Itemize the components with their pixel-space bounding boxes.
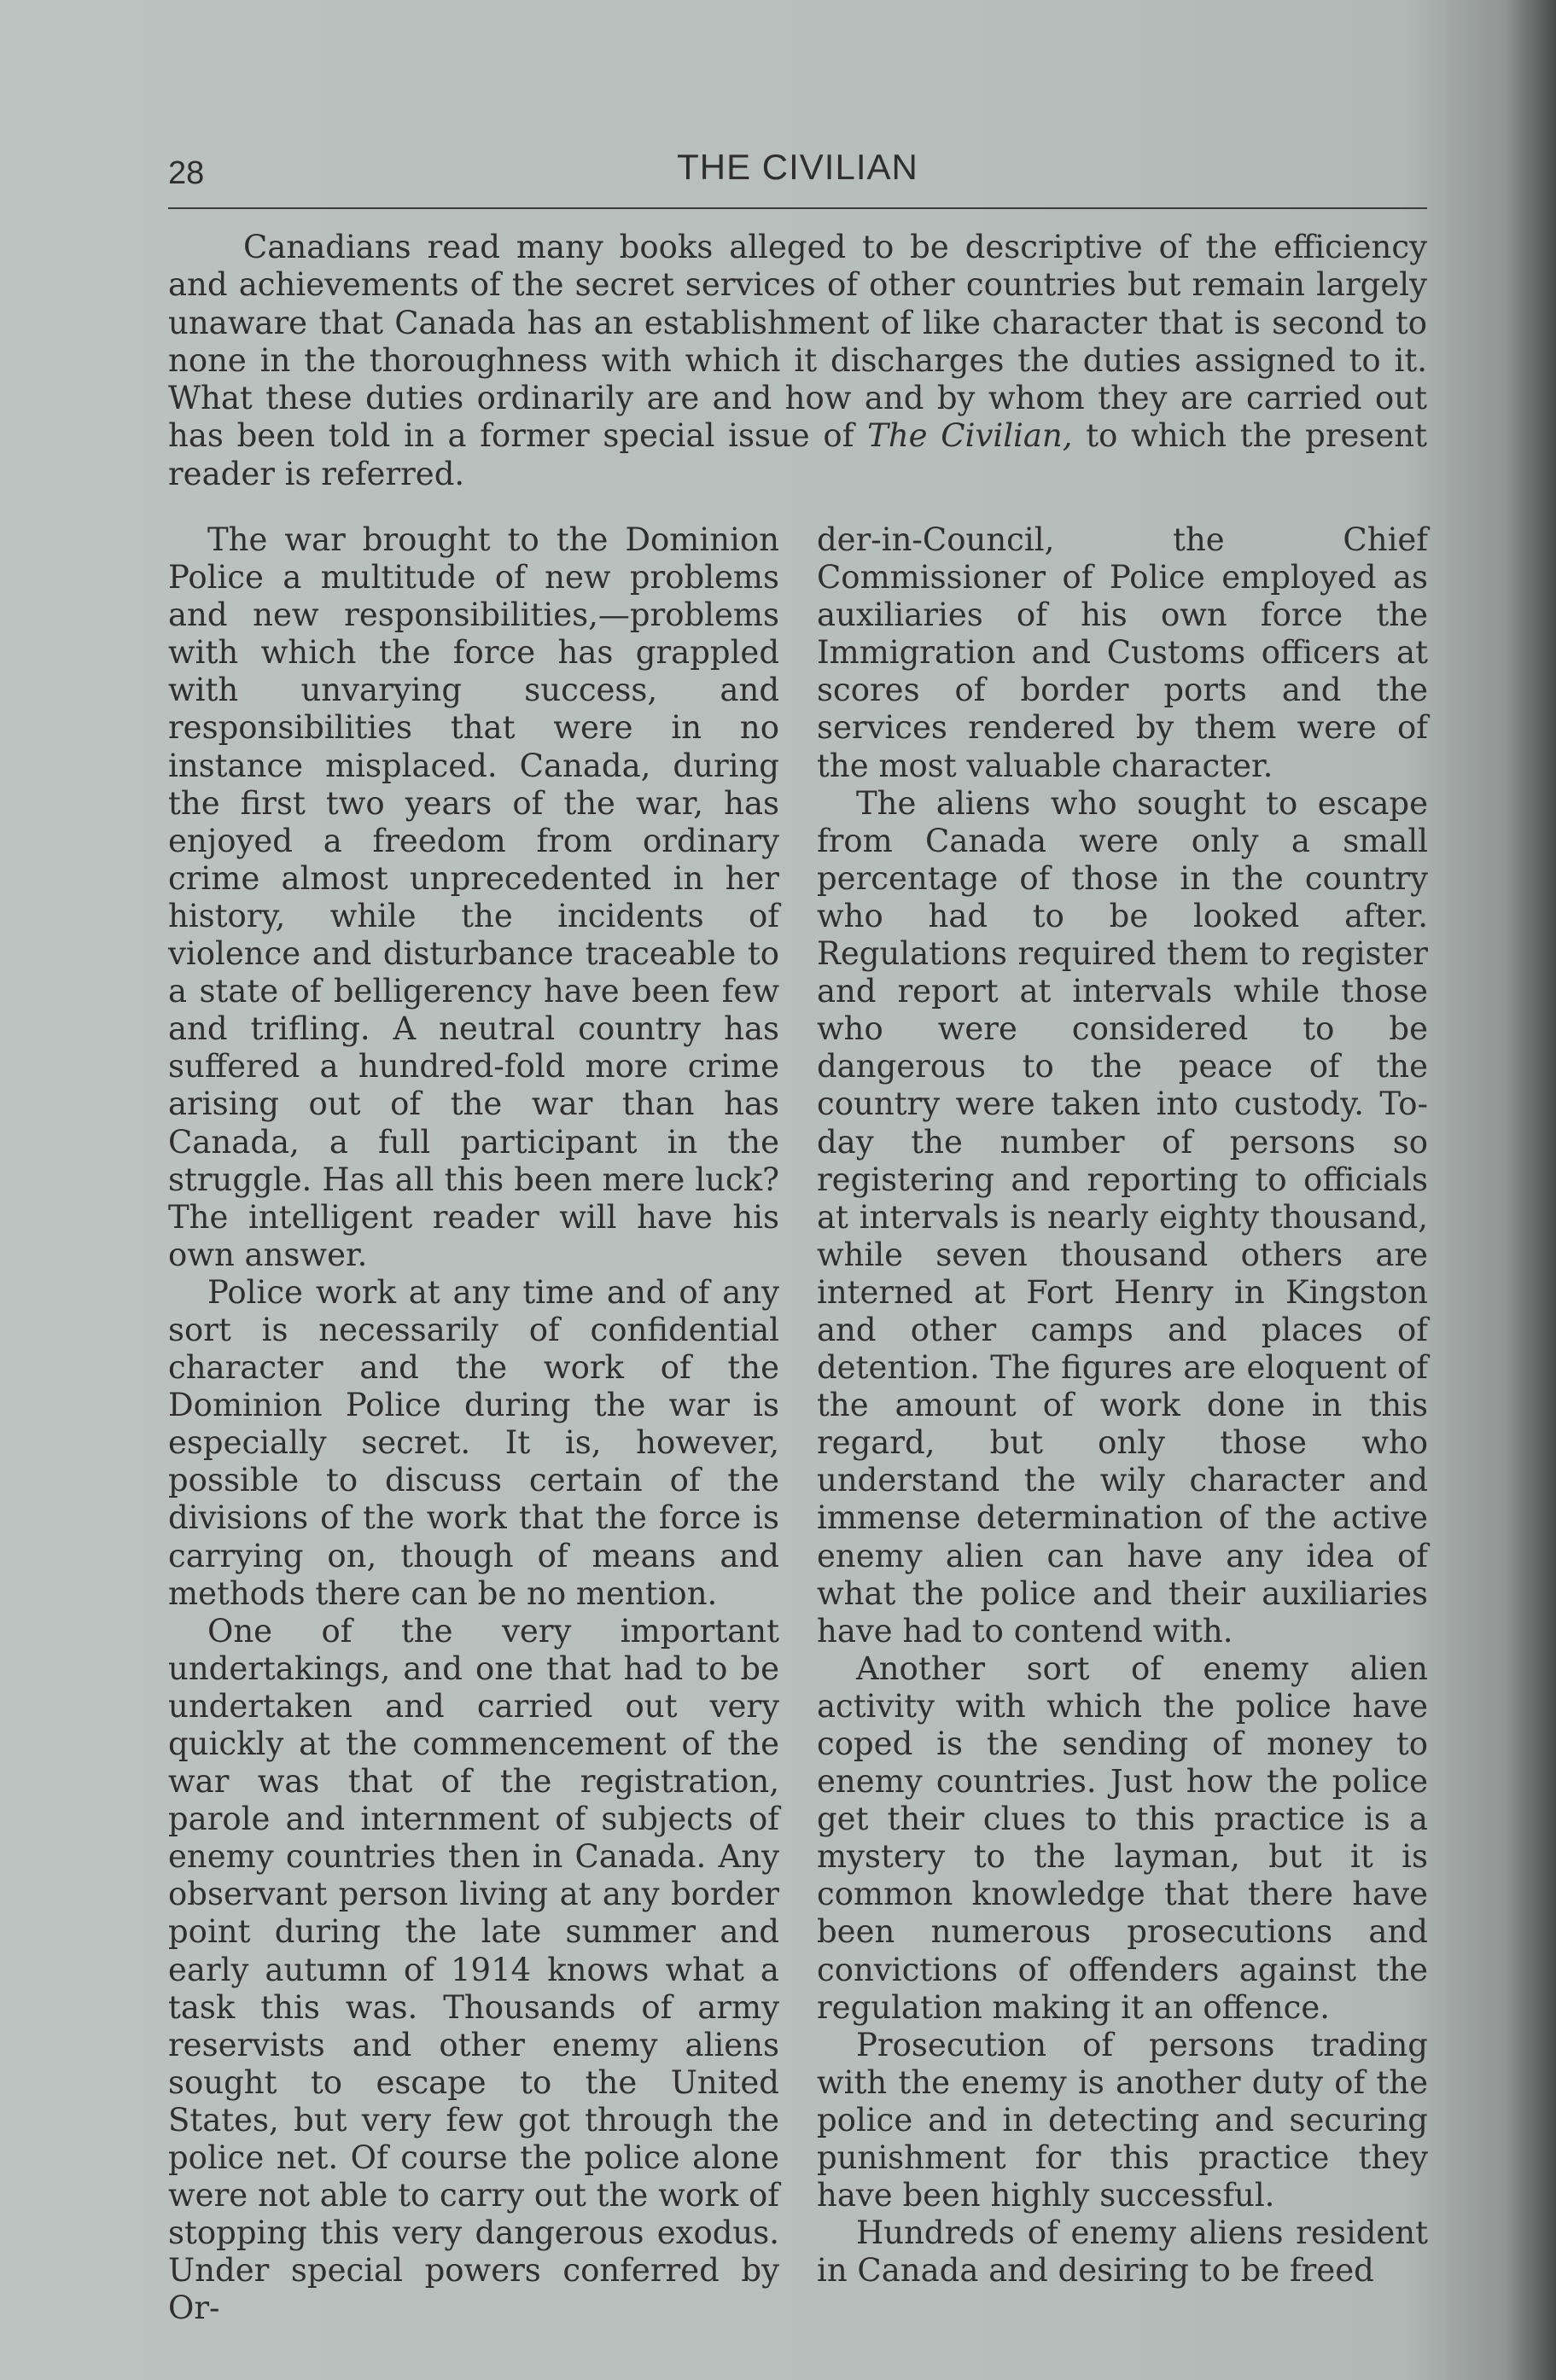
- running-head: THE CIVILIAN: [677, 147, 918, 187]
- page-spine-shadow: [1505, 0, 1556, 2380]
- paragraph: Prosecution of persons trading with the enemy is another duty of the police and in detecting and securing punishment for this practice they have been highly successful.: [817, 2026, 1428, 2214]
- right-column: [817, 521, 1428, 2290]
- intro-text: [168, 229, 1427, 493]
- left-column: [168, 521, 779, 2328]
- intro-text-end: to which the present reader is referred.: [168, 417, 1427, 492]
- header-rule: [168, 207, 1427, 209]
- paragraph: One of the very important undertakings, and one that had to be undertaken and carried out very quickly at the commencement of the war was that of the registration, parole and internment of subjects of enemy countries then in Canada. Any observant person living at any border point during the late summer and early autumn of 1914 knows what a task this was. Thousands of army reservists and other enemy aliens sought to escape to the United States, but very few got through the police net. Of course the police alone were not able to carry out the work of stopping this very dangerous exodus. Under special powers conferred by Or-: [168, 1612, 779, 2327]
- intro-paragraph: [168, 229, 1427, 493]
- page-header: [168, 145, 1427, 205]
- publication-title: The Civilian,: [867, 417, 1073, 455]
- paragraph: Hundreds of enemy aliens resident in Canada and desiring to be freed: [817, 2214, 1428, 2290]
- paragraph: The war brought to the Dominion Police a multitude of new problems and new responsibilities,—problems with which the force has grappled with unvarying success, and responsibilities that were in no instance misplaced. Canada, during the first two years of the war, has enjoyed a freedom from ordinary crime almost unprecedented in her history, while the incidents of violence and disturbance traceable to a state of belligerency have been few and trifling. A neutral country has suffered a hundred-fold more crime arising out of the war than has Canada, a full participant in the struggle. Has all this been mere luck? The intelligent reader will have his own answer.: [168, 521, 779, 1273]
- intro-text-start: Canadians read many books alleged to be descriptive of the efficiency and achievements of the secret services of other countries but remain largely unaware that Canada has an establishment of like character that is second to none in the thoroughness with which it discharges the duties assigned to it. What these duties ordinarily are and how and by whom they are carried out has been told in a former special issue of: [168, 229, 1427, 455]
- paragraph: The aliens who sought to escape from Canada were only a small percentage of those in the country who had to be looked after. Regulations required them to register and report at intervals while those who were considered to be dangerous to the peace of the country were taken into custody. To-day the number of persons so registering and reporting to officials at intervals is nearly eighty thousand, while seven thousand others are interned at Fort Henry in Kingston and other camps and places of detention. The figures are eloquent of the amount of work done in this regard, but only those who understand the wily character and immense determination of the active enemy alien can have any idea of what the police and their auxiliaries have had to contend with.: [817, 784, 1428, 1650]
- paragraph: Police work at any time and of any sort is necessarily of confidential character and the work of the Dominion Police during the war is especially secret. It is, however, possible to discuss certain of the divisions of the work that the force is carrying on, though of means and methods there can be no mention.: [168, 1273, 779, 1612]
- paragraph: Another sort of enemy alien activity with which the police have coped is the sending of money to enemy countries. Just how the police get their clues to this practice is a mystery to the layman, but it is common knowledge that there have been numerous prosecutions and convictions of offenders against the regulation making it an offence.: [817, 1650, 1428, 2026]
- page-number: 28: [168, 155, 205, 191]
- paragraph-continuation: der-in-Council, the Chief Commissioner of Police employed as auxiliaries of his own force the Immigration and Customs officers at scores of border ports and the services rendered by them were of the most valuable character.: [817, 521, 1428, 784]
